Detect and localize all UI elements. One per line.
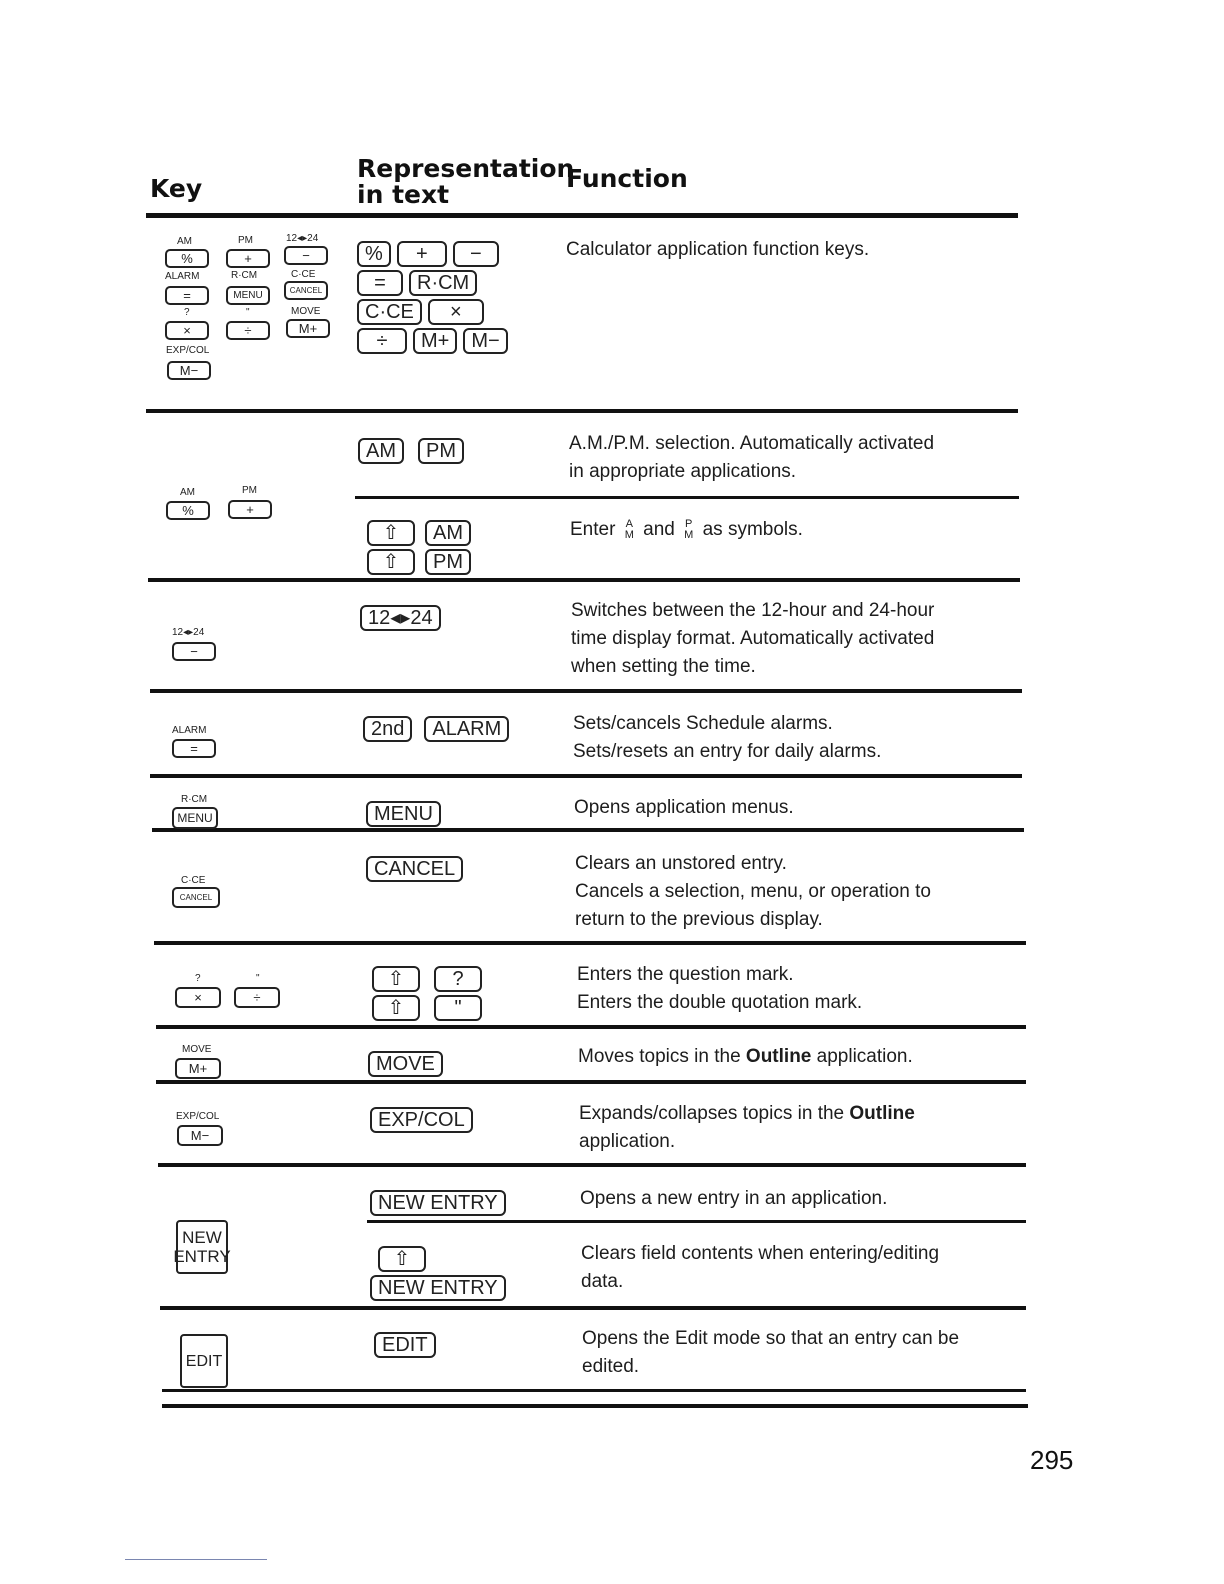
function-cancel-line2: Cancels a selection, menu, or operation to <box>575 881 931 902</box>
function-am-pm <box>569 430 934 486</box>
key-divide: ÷ <box>234 987 280 1008</box>
function-am-pm-line1: A.M./P.M. selection. Automatically activated <box>569 433 935 454</box>
function-enter-text: Enter <box>570 519 616 540</box>
rep-key-percent: % <box>357 241 391 267</box>
pm-symbol: P M <box>684 517 694 541</box>
function-menu <box>574 794 794 822</box>
rep-key-2nd: 2nd <box>363 716 412 742</box>
function-am-pm-line2: in appropriate applications. <box>569 461 797 482</box>
rep-key-minus: − <box>453 241 499 267</box>
function-12-24 <box>571 597 934 681</box>
function-move-text-end: application. <box>811 1046 913 1067</box>
rep-key-m-plus: M+ <box>413 328 457 354</box>
rep-key-shift: ⇧ <box>367 520 415 546</box>
key-plus: + <box>228 500 272 519</box>
row-divider <box>162 1389 1026 1392</box>
row-new-entry <box>173 1220 232 1276</box>
rep-key-new-entry: NEW ENTRY <box>370 1190 506 1216</box>
function-new-entry-line1: Opens a new entry in an application. <box>580 1188 888 1209</box>
function-expcol-line2: application. <box>579 1131 676 1152</box>
rep-expcol <box>370 1107 479 1136</box>
key-m-plus: M+ <box>175 1058 221 1079</box>
rep-key-equals: = <box>357 270 403 296</box>
rep-key-edit: EDIT <box>374 1332 436 1358</box>
column-header-key: Key <box>150 174 203 203</box>
function-move-text: Moves topics in the <box>578 1046 746 1067</box>
key-label-12-24: 12◂▸24 <box>172 627 205 638</box>
key-m-plus: M+ <box>286 319 330 338</box>
function-and-text: and <box>643 519 675 540</box>
function-clear-line1: Clears field contents when entering/editing <box>581 1243 940 1264</box>
row-move <box>150 1042 350 1082</box>
row-divider <box>146 409 1018 413</box>
key-multiply: × <box>175 987 221 1008</box>
function-as-symbols-text: as symbols. <box>702 519 803 540</box>
row-subdivider <box>367 1220 1026 1223</box>
function-12-24-line1: Switches between the 12-hour and 24-hour <box>571 600 935 621</box>
function-edit-line1: Opens the Edit mode so that an entry can be <box>582 1328 960 1349</box>
rep-calculator-keys <box>357 241 514 357</box>
rep-key-am: AM <box>425 520 471 546</box>
key-label-alarm: ALARM <box>172 725 207 736</box>
footer-line <box>125 1559 267 1560</box>
rep-key-am: AM <box>358 438 404 464</box>
rep-shift-am-pm <box>367 520 477 578</box>
key-label-am: AM <box>177 236 192 247</box>
function-expcol-line1: Expands/collapses topics in the Outline <box>579 1103 915 1124</box>
key-label-pm: PM <box>238 235 253 246</box>
function-menu-line1: Opens application menus. <box>574 797 794 818</box>
rep-key-shift: ⇧ <box>372 966 420 992</box>
key-label-pm: PM <box>242 485 257 496</box>
rep-key-expcol: EXP/COL <box>370 1107 473 1133</box>
key-label-alarm: ALARM <box>165 271 200 282</box>
key-cancel: CANCEL <box>172 887 220 908</box>
row-divider <box>150 689 1022 693</box>
rep-key-dquote: " <box>434 995 482 1021</box>
function-cancel-line1: Clears an unstored entry. <box>575 853 787 874</box>
rep-key-divide: ÷ <box>357 328 407 354</box>
function-expcol <box>579 1100 915 1156</box>
key-label-cce: C·CE <box>181 875 206 886</box>
function-expcol-outline: Outline <box>849 1103 915 1124</box>
function-new-entry <box>580 1185 887 1213</box>
header-rep-line2: in text <box>357 180 450 209</box>
rep-key-pm: PM <box>425 549 471 575</box>
function-12-24-line2: time display format. Automatically activated <box>571 628 935 649</box>
row-divider <box>156 1025 1026 1029</box>
table-bottom-rule <box>162 1404 1028 1408</box>
function-alarm-line2: Sets/resets an entry for daily alarms. <box>573 741 882 762</box>
row-alarm <box>150 724 350 764</box>
rep-key-12-24: 12◂▸24 <box>360 605 441 631</box>
rep-menu <box>366 801 447 830</box>
function-calculator-keys: Calculator application function keys. <box>566 239 870 260</box>
rep-key-multiply: × <box>428 299 484 325</box>
function-shift-am-pm <box>570 516 803 544</box>
rep-key-pm: PM <box>418 438 464 464</box>
rep-cancel <box>366 856 469 885</box>
row-cancel <box>150 873 350 913</box>
key-label-question: ? <box>184 307 190 318</box>
key-label-dquote: " <box>256 973 260 984</box>
row-divider <box>154 941 1026 945</box>
row-edit <box>180 1334 232 1390</box>
key-equals: = <box>165 286 209 305</box>
rep-key-shift: ⇧ <box>378 1246 426 1272</box>
key-percent: % <box>166 501 210 520</box>
rep-key-question: ? <box>434 966 482 992</box>
rep-12-24 <box>360 605 447 634</box>
row-divider <box>148 578 1020 582</box>
column-header-function: Function <box>566 164 688 193</box>
key-label-12-24: 12◂▸24 <box>286 233 319 244</box>
key-new-entry: NEW ENTRY <box>176 1220 228 1274</box>
function-cancel-line3: return to the previous display. <box>575 909 823 930</box>
rep-key-alarm: ALARM <box>424 716 509 742</box>
rep-am-pm <box>358 438 470 467</box>
rep-key-shift: ⇧ <box>367 549 415 575</box>
function-move <box>578 1043 913 1071</box>
key-label-move: MOVE <box>291 306 321 317</box>
rep-edit <box>374 1332 442 1361</box>
row-divider <box>150 774 1022 778</box>
key-multiply: × <box>165 321 209 340</box>
key-plus: + <box>226 249 270 268</box>
rep-new-entry <box>370 1190 512 1219</box>
row-divider <box>160 1306 1026 1310</box>
key-label-expcol: EXP/COL <box>176 1111 220 1122</box>
row-12-24 <box>150 626 350 666</box>
row-calculator-keys <box>150 228 350 388</box>
header-rep-line1: Representation <box>357 154 575 183</box>
row-subdivider <box>355 496 1019 499</box>
function-alarm <box>573 710 881 766</box>
key-m-minus: M− <box>177 1125 223 1146</box>
row-question-quote <box>150 972 350 1012</box>
key-label-cce: C·CE <box>291 269 316 280</box>
key-menu: MENU <box>226 286 270 305</box>
rep-question-quote <box>372 966 488 1024</box>
header-rule <box>146 213 1018 218</box>
key-label-dquote: " <box>246 307 250 318</box>
rep-key-move: MOVE <box>368 1051 443 1077</box>
row-am-pm <box>150 484 350 524</box>
function-question-line1: Enters the question mark. <box>577 964 794 985</box>
key-label-move: MOVE <box>182 1044 212 1055</box>
function-12-24-line3: when setting the time. <box>571 656 756 677</box>
key-edit: EDIT <box>180 1334 228 1388</box>
rep-key-rcm: R·CM <box>409 270 477 296</box>
function-alarm-line1: Sets/cancels Schedule alarms. <box>573 713 833 734</box>
row-expcol <box>150 1109 350 1149</box>
page-number: 295 <box>1030 1445 1074 1475</box>
function-question-quote <box>577 961 862 1017</box>
rep-alarm <box>363 716 515 745</box>
key-percent: % <box>165 249 209 268</box>
key-m-minus: M− <box>167 361 211 380</box>
am-symbol: A M <box>624 517 634 541</box>
function-cancel <box>575 850 931 934</box>
key-label-question: ? <box>195 973 201 984</box>
key-cancel: CANCEL <box>284 281 328 300</box>
function-edit <box>582 1325 959 1381</box>
rep-key-menu: MENU <box>366 801 441 827</box>
rep-key-m-minus: M− <box>463 328 507 354</box>
rep-move <box>368 1051 449 1080</box>
function-edit-line2: edited. <box>582 1356 640 1377</box>
rep-shift-new-entry <box>370 1246 512 1304</box>
key-divide: ÷ <box>226 321 270 340</box>
key-minus: − <box>284 246 328 265</box>
rep-key-shift: ⇧ <box>372 995 420 1021</box>
function-shift-new-entry <box>581 1240 939 1296</box>
key-label-am: AM <box>180 487 195 498</box>
column-header-representation <box>357 156 574 208</box>
rep-key-cce: C·CE <box>357 299 422 325</box>
function-move-outline: Outline <box>745 1046 812 1067</box>
row-divider <box>158 1163 1026 1167</box>
key-menu: MENU <box>172 807 218 829</box>
key-label-rcm: R·CM <box>231 270 258 281</box>
row-menu <box>150 792 350 832</box>
function-clear-line2: data. <box>581 1271 624 1292</box>
rep-key-new-entry: NEW ENTRY <box>370 1275 506 1301</box>
function-quote-line2: Enters the double quotation mark. <box>577 992 863 1013</box>
key-label-rcm: R·CM <box>181 794 208 805</box>
rep-key-plus: + <box>397 241 447 267</box>
rep-key-cancel: CANCEL <box>366 856 463 882</box>
key-equals: = <box>172 739 216 758</box>
key-minus: − <box>172 642 216 661</box>
key-label-expcol: EXP/COL <box>166 345 210 356</box>
